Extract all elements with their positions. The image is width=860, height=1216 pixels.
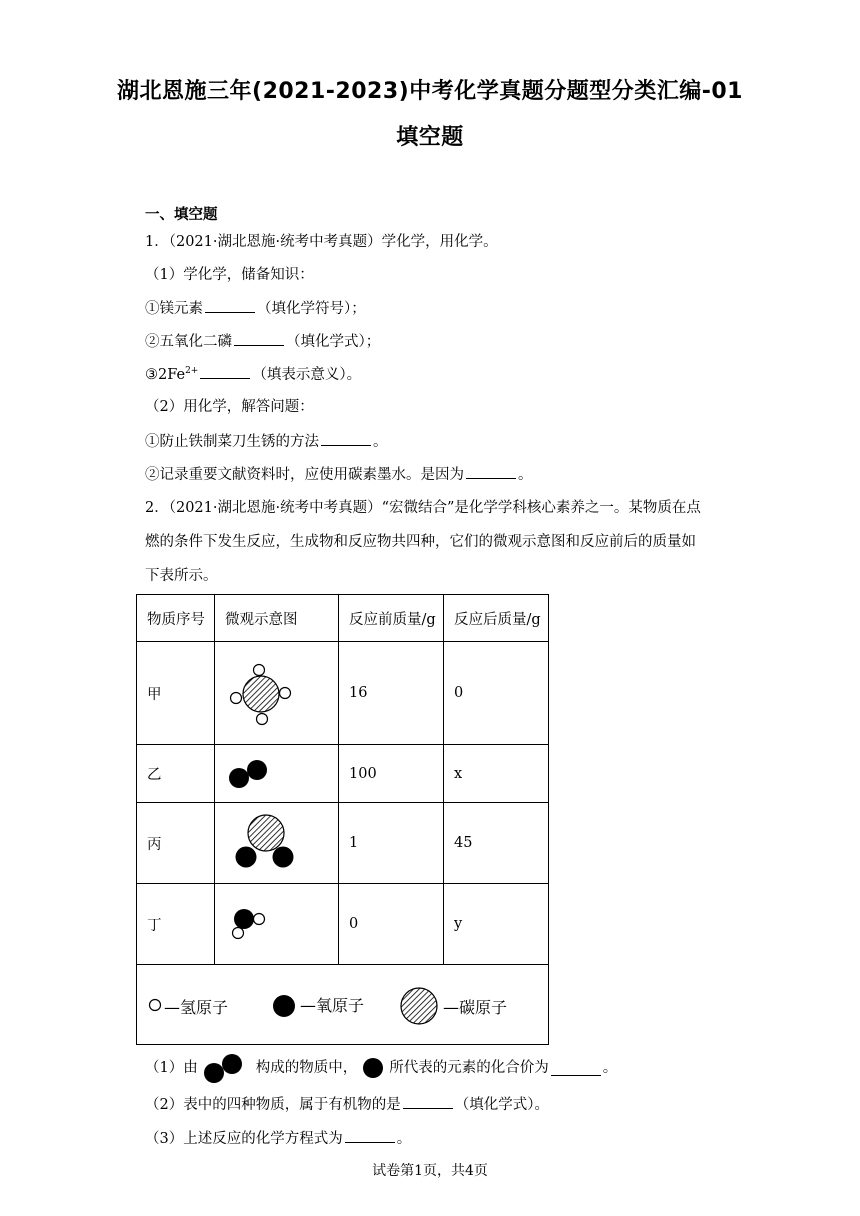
- substance-name: 乙: [137, 745, 215, 803]
- substance-name: 丁: [137, 884, 215, 965]
- answer-blank: [321, 431, 371, 446]
- molecule-diagram-methane: [215, 642, 339, 745]
- substance-table: [136, 594, 549, 1045]
- oxygen-atom-icon: [271, 993, 297, 1019]
- table-row: [137, 642, 549, 745]
- answer-blank: [200, 364, 250, 379]
- q2-stem-line3: 下表所示。: [145, 568, 218, 584]
- answer-blank: [403, 1094, 453, 1109]
- table-header-row: [137, 595, 549, 642]
- section-heading: 一、填空题: [145, 207, 218, 223]
- q2-sub2-text: （2）表中的四种物质，属于有机物的是: [145, 1097, 401, 1113]
- oxygen-molecule-icon: [202, 1052, 246, 1084]
- legend-hydrogen-label: —氢原子: [164, 998, 229, 1017]
- molecule-diagram-oxygen: [215, 745, 339, 803]
- q1-item2-hint: （填化学式）；: [286, 334, 381, 350]
- q1-item5-end: 。: [518, 467, 533, 483]
- table-row: [137, 803, 549, 884]
- mass-after: x: [444, 745, 549, 803]
- q2-sub3: [145, 1128, 411, 1149]
- legend-carbon-label: —碳原子: [443, 998, 508, 1017]
- answer-blank: [205, 298, 255, 313]
- q2-sub3-end: 。: [396, 1131, 412, 1147]
- header-cell: 物质序号: [137, 595, 215, 642]
- q2-sub1-mid: 构成的物质中，: [255, 1060, 358, 1076]
- mass-after: 0: [444, 642, 549, 745]
- answer-blank: [345, 1128, 395, 1143]
- doc-title-line2: 填空题: [396, 125, 464, 150]
- legend-oxygen-label: —氧原子: [300, 996, 365, 1015]
- doc-title-line1: 湖北恩施三年(2021-2023)中考化学真题分题型分类汇编-01: [117, 79, 743, 104]
- q2-sub2-hint: （填化学式）。: [454, 1097, 549, 1113]
- q1-item3-text: ③2Fe: [145, 367, 186, 383]
- q2-sub1-prefix: （1）由: [145, 1060, 198, 1076]
- table-row: [137, 884, 549, 965]
- mass-after: y: [444, 884, 549, 965]
- q1-item4-text: ①防止铁制菜刀生锈的方法: [145, 434, 319, 450]
- q1-part1: （1）学化学，储备知识：: [145, 267, 314, 283]
- q2-sub3-text: （3）上述反应的化学方程式为: [145, 1131, 343, 1147]
- substance-name: 甲: [137, 642, 215, 745]
- charge-superscript: 2+: [185, 366, 199, 377]
- q1-item3-hint: （填表示意义）。: [252, 367, 362, 383]
- atom-legend: [137, 965, 549, 1045]
- q1-item1-hint: （填化学符号）；: [257, 301, 366, 317]
- q2-sub1-end: 。: [602, 1060, 618, 1076]
- q2-sub2: [145, 1094, 549, 1115]
- answer-blank: [234, 331, 284, 346]
- mass-before: 1: [339, 803, 444, 884]
- molecule-diagram-water: [215, 884, 339, 965]
- header-cell: 反应后质量/g: [444, 595, 549, 642]
- legend-row: [137, 965, 549, 1045]
- q1-item4: [145, 431, 388, 452]
- q1-stem: 1．（2021·湖北恩施·统考中考真题）学化学，用化学。: [145, 234, 498, 250]
- header-cell: 反应前质量/g: [339, 595, 444, 642]
- q1-item3: [145, 364, 361, 385]
- q1-item2: [145, 331, 380, 352]
- answer-blank: [466, 464, 516, 479]
- oxygen-atom-icon: [361, 1056, 385, 1080]
- q1-item1-text: ①镁元素: [145, 301, 203, 317]
- substance-name: 丙: [137, 803, 215, 884]
- molecule-diagram-carbon-dioxide: [215, 803, 339, 884]
- q1-item2-text: ②五氧化二磷: [145, 334, 232, 350]
- q1-item5: [145, 464, 533, 485]
- mass-before: 0: [339, 884, 444, 965]
- q2-stem-line2: 燃的条件下发生反应，生成物和反应物共四种，它们的微观示意图和反应前后的质量如: [145, 534, 696, 550]
- q1-item5-text: ②记录重要文献资料时，应使用碳素墨水。是因为: [145, 467, 464, 483]
- hydrogen-atom-icon: [147, 997, 163, 1013]
- mass-after: 45: [444, 803, 549, 884]
- q1-item4-end: 。: [373, 434, 388, 450]
- table-row: [137, 745, 549, 803]
- answer-blank: [551, 1061, 601, 1076]
- mass-before: 100: [339, 745, 444, 803]
- q1-part2: （2）用化学，解答问题：: [145, 399, 314, 415]
- mass-before: 16: [339, 642, 444, 745]
- page-footer: 试卷第1页，共4页: [372, 1163, 488, 1179]
- q2-stem-line1: 2．（2021·湖北恩施·统考中考真题）“宏微结合”是化学学科核心素养之一。某物质在点: [145, 500, 701, 516]
- q2-sub1-text: 所代表的元素的化合价为: [389, 1060, 549, 1076]
- q2-sub1: [145, 1052, 617, 1084]
- q1-item1: [145, 298, 366, 319]
- carbon-atom-icon: [399, 986, 439, 1026]
- header-cell: 微观示意图: [215, 595, 339, 642]
